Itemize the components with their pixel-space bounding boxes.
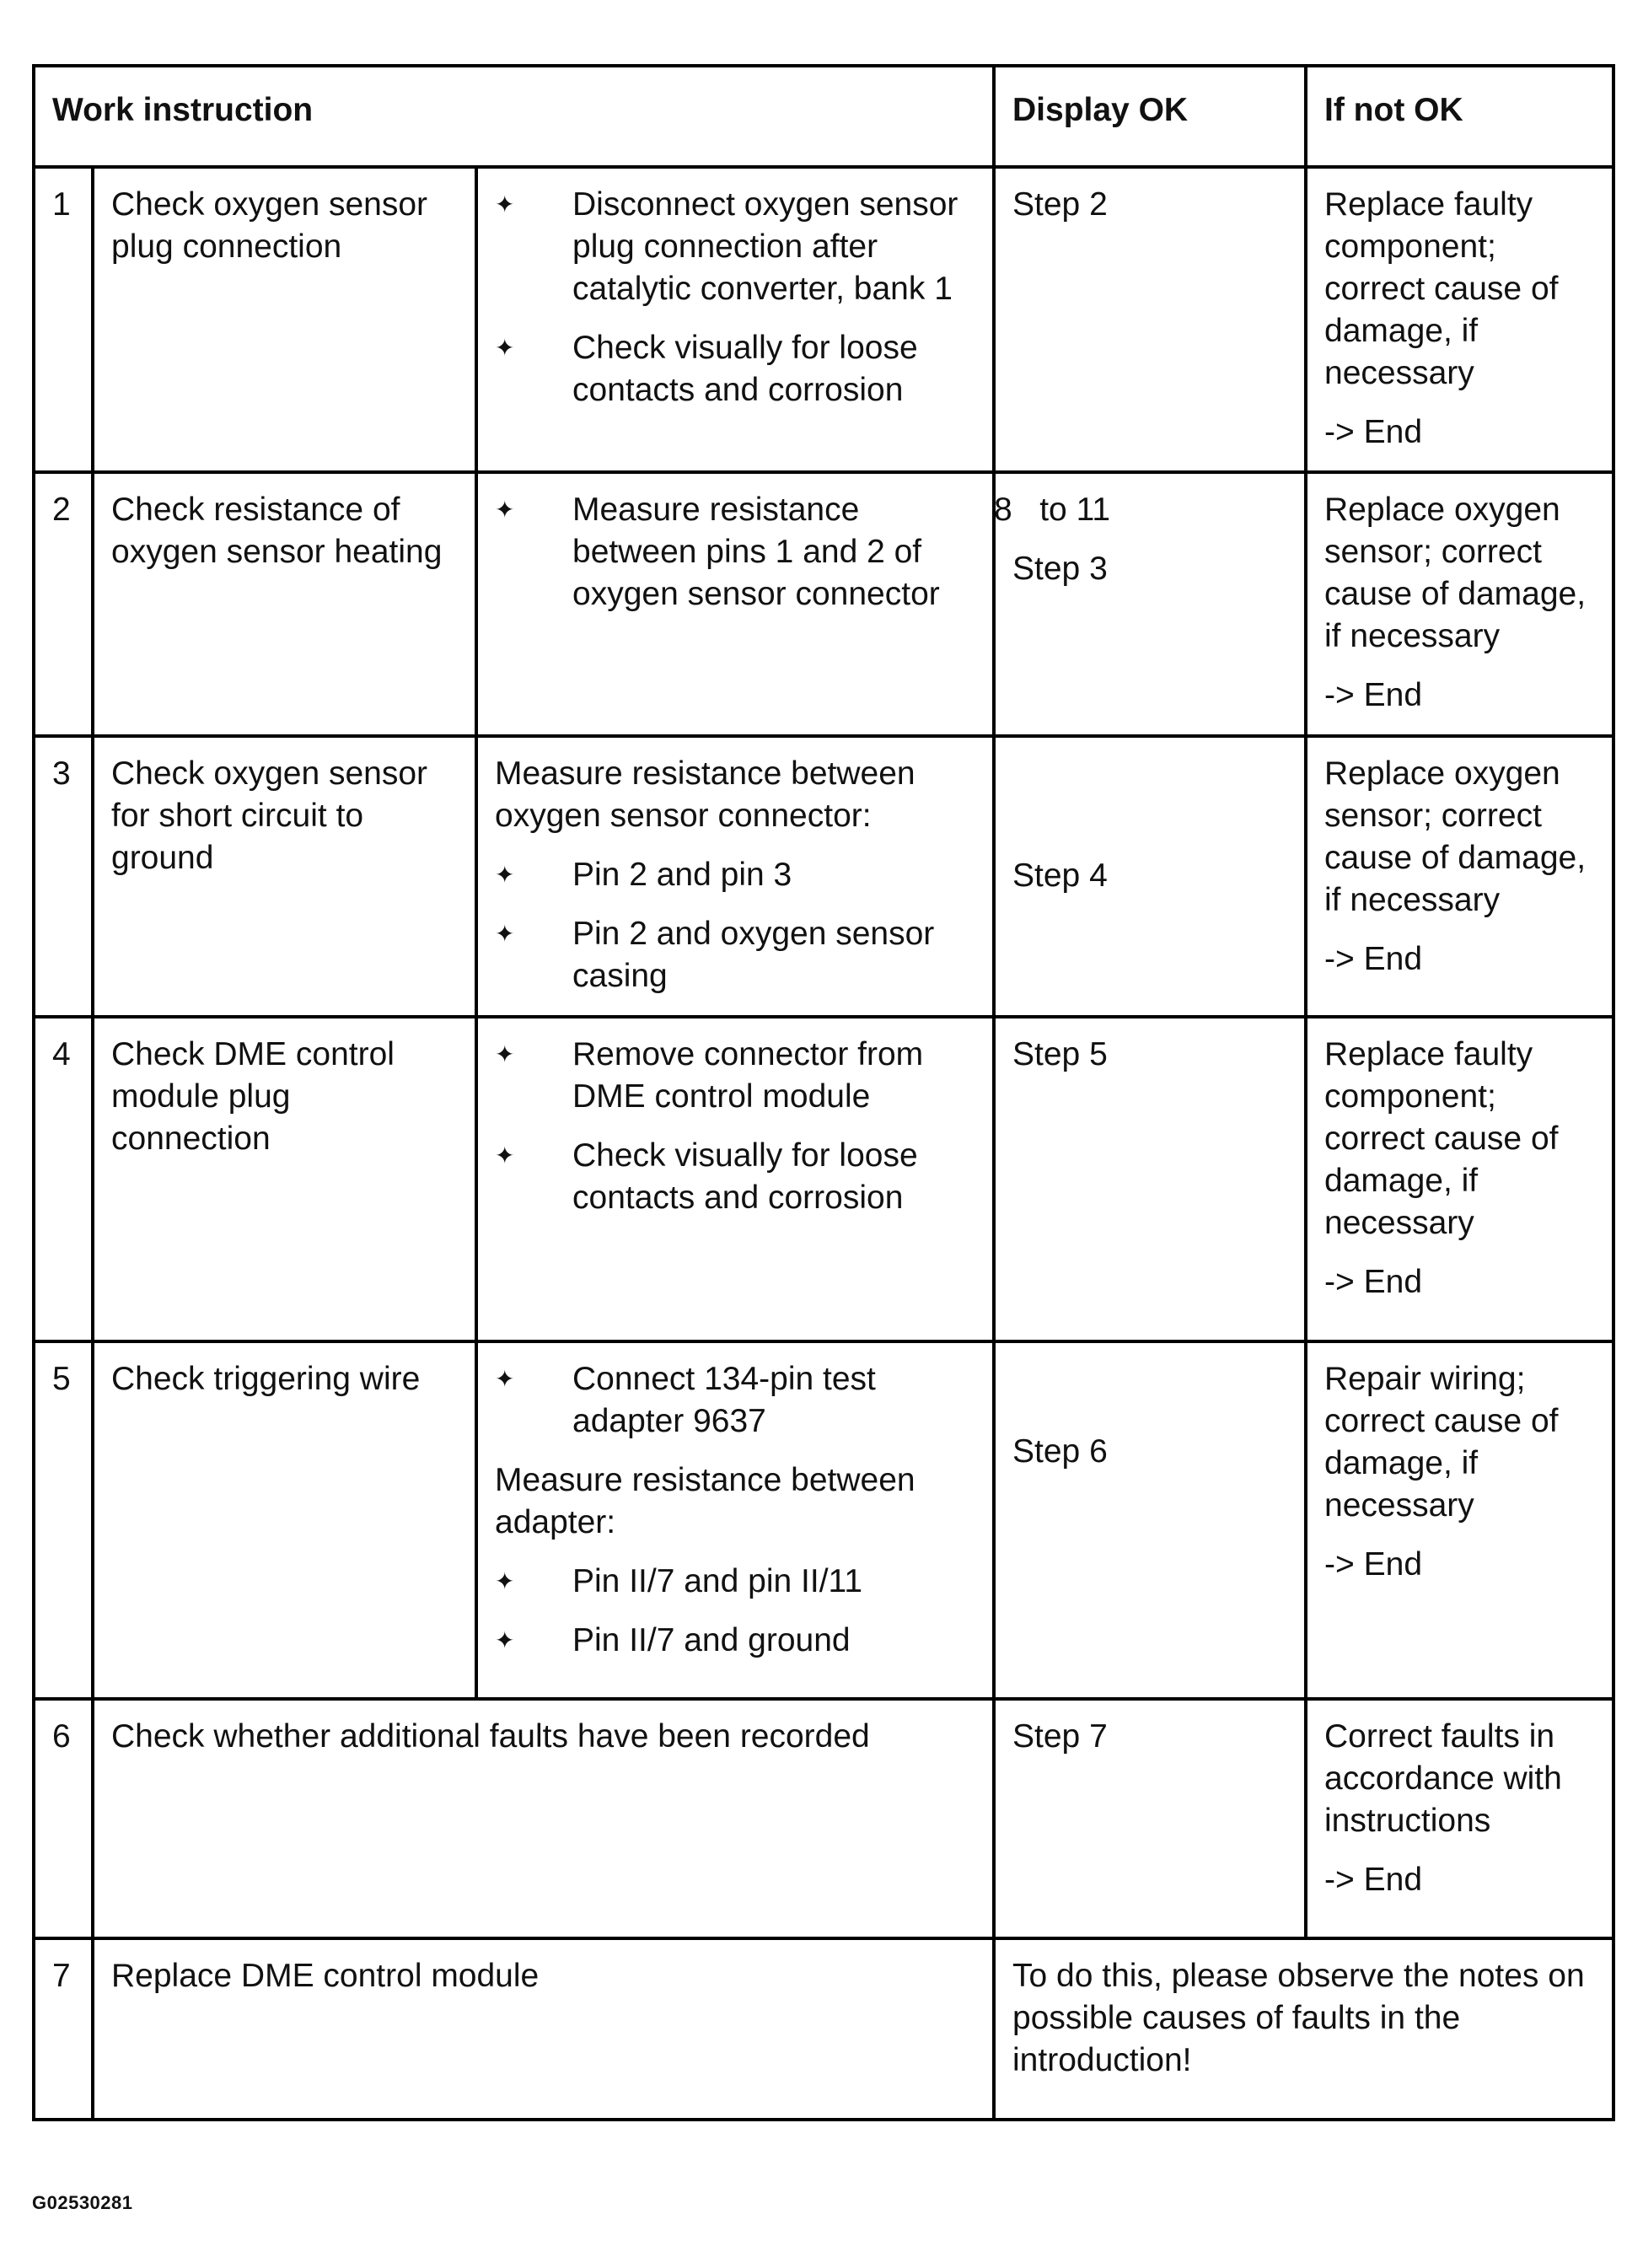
remedy-text: Replace faulty component; correct cause of damage, if necessary [1324,186,1559,391]
step-detail [476,1017,994,1341]
step-detail [476,736,994,1017]
next-step: Step 2 [1012,186,1108,223]
table-row [34,1017,1613,1341]
end-marker: -> End [1324,1546,1423,1583]
step-number: 4 [34,1017,93,1341]
work-instruction-table [32,64,1615,2121]
bullet-icon: ✦ [495,1627,515,1653]
remedy-text: Replace oxygen sensor; correct cause of damage, if necessary [1324,755,1587,918]
resistance-range: 8 to 11 [994,492,1111,528]
list-item: ✦ Check visually for loose contacts and corrosion [495,327,975,411]
table-row [34,1938,1613,2120]
end-marker: -> End [1324,941,1423,977]
header-row [34,66,1613,167]
bullet-icon: ✦ [495,1366,515,1392]
header-work-instruction: Work instruction [34,66,994,167]
step-title: Check triggering wire [93,1341,476,1699]
step-title: Check whether additional faults have been recorded [93,1699,994,1938]
list-item: ✦ Measure resistance between pins 1 and 2 of oxygen sensor connector [495,489,975,615]
step-number: 7 [34,1938,93,2120]
if-not-ok-cell [1306,1699,1613,1938]
next-step: Step 5 [1012,1036,1108,1072]
remedy-text: Correct faults in accordance with instructions [1324,1718,1562,1839]
step-number: 6 [34,1699,93,1938]
bullet-icon: ✦ [495,1142,515,1169]
step-intro: Measure resistance between adapter: [495,1462,915,1540]
step-detail [476,167,994,472]
step-number: 5 [34,1341,93,1699]
next-step: Step 6 [1012,1433,1108,1470]
step-number: 3 [34,736,93,1017]
display-ok-cell [994,1017,1306,1341]
table-row [34,472,1613,736]
bullet-icon: ✦ [495,335,515,361]
header-display-ok: Display OK [994,66,1306,167]
end-marker: -> End [1324,1264,1423,1300]
table-row [34,1699,1613,1938]
step-number: 2 [34,472,93,736]
table-row [34,167,1613,472]
list-item: ✦ Disconnect oxygen sensor plug connection after catalytic converter, bank 1 [495,184,975,310]
remedy-text: Repair wiring; correct cause of damage, if necessary [1324,1361,1559,1524]
table-row [34,1341,1613,1699]
list-item: ✦ Pin 2 and oxygen sensor casing [495,913,975,997]
if-not-ok-cell [1306,1341,1613,1699]
list-item: ✦ Pin II/7 and pin II/11 [495,1561,975,1603]
bullet-icon: ✦ [495,1041,515,1067]
end-marker: -> End [1324,1862,1423,1898]
step-title: Check oxygen sensor plug connection [93,167,476,472]
step-title: Check DME control module plug connection [93,1017,476,1341]
if-not-ok-cell [1306,167,1613,472]
if-not-ok-cell [1306,736,1613,1017]
next-step: Step 3 [1012,551,1108,587]
bullet-icon: ✦ [495,191,515,218]
header-if-not-ok: If not OK [1306,66,1613,167]
display-ok-cell [994,736,1306,1017]
step-title: Check resistance of oxygen sensor heating [93,472,476,736]
step-detail [476,472,994,736]
if-not-ok-cell [1306,472,1613,736]
end-marker: -> End [1324,414,1423,450]
step-title: Replace DME control module [93,1938,994,2120]
remedy-text: Replace faulty component; correct cause of damage, if necessary [1324,1036,1559,1241]
next-step: Step 7 [1012,1718,1108,1755]
figure-reference: G02530281 [32,2192,133,2213]
display-ok-cell [994,1699,1306,1938]
step-detail [476,1341,994,1699]
display-ok-cell [994,167,1306,472]
display-ok-cell [994,472,1306,736]
list-item: ✦ Pin 2 and pin 3 [495,854,975,896]
step-title: Check oxygen sensor for short circuit to ground [93,736,476,1017]
end-marker: -> End [1324,677,1423,713]
bullet-icon: ✦ [495,921,515,947]
step-intro: Measure resistance between oxygen sensor connector: [495,755,915,834]
display-ok-cell [994,1341,1306,1699]
list-item: ✦ Pin II/7 and ground [495,1620,975,1662]
step-note: To do this, please observe the notes on possible causes of faults in the introduction! [994,1938,1613,2120]
bullet-icon: ✦ [495,862,515,888]
next-step: Step 4 [1012,857,1108,894]
remedy-text: Replace oxygen sensor; correct cause of damage, if necessary [1324,492,1587,654]
bullet-icon: ✦ [495,1568,515,1594]
list-item: ✦ Remove connector from DME control module [495,1034,975,1118]
table-row [34,736,1613,1017]
step-number: 1 [34,167,93,472]
bullet-icon: ✦ [495,497,515,523]
list-item: ✦ Connect 134-pin test adapter 9637 [495,1358,975,1443]
if-not-ok-cell [1306,1017,1613,1341]
list-item: ✦ Check visually for loose contacts and corrosion [495,1135,975,1219]
